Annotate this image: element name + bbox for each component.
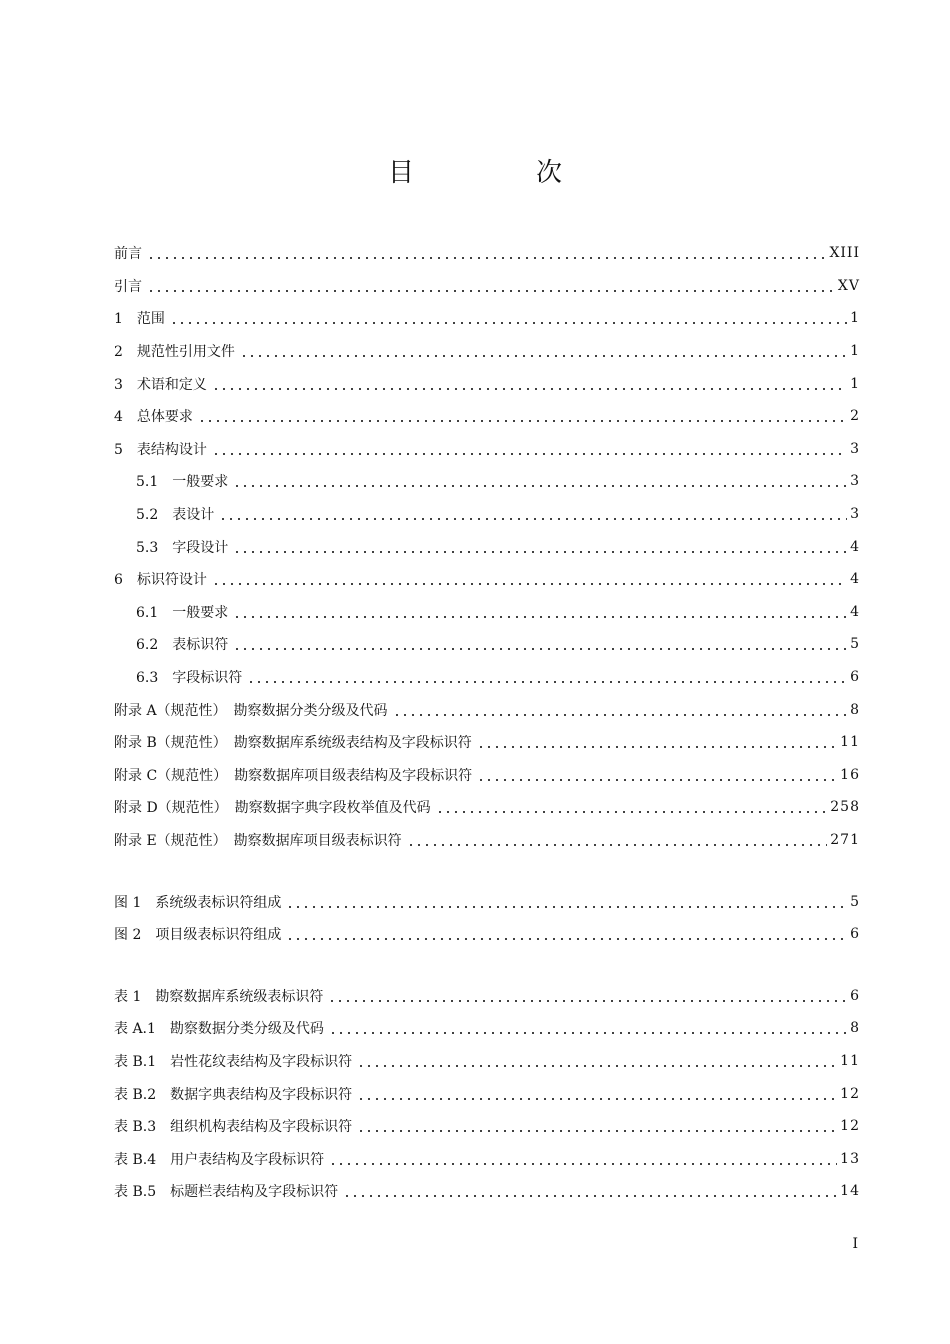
toc-entry-page: 14 xyxy=(840,1183,860,1200)
toc-entry-label: 图 1 系统级表标识符组成 xyxy=(114,894,282,911)
toc-entry-label: 附录 B（规范性） 勘察数据库系统级表结构及字段标识符 xyxy=(114,735,472,752)
toc-entry[interactable] xyxy=(114,1012,860,1045)
toc-entry[interactable] xyxy=(114,237,860,270)
toc-entry-page: 12 xyxy=(840,1085,860,1102)
toc-entry-label: 5.3 字段设计 xyxy=(136,539,229,556)
toc-figures-section xyxy=(114,885,860,950)
toc-entry-label: 5 表结构设计 xyxy=(114,441,207,458)
toc-entry-label: 6 标识符设计 xyxy=(114,572,207,589)
toc-entry[interactable] xyxy=(114,498,860,531)
table-of-contents xyxy=(114,237,860,1208)
toc-entry[interactable] xyxy=(114,1142,860,1175)
dot-leader xyxy=(233,550,847,554)
toc-entry-page: 3 xyxy=(850,473,860,490)
toc-entry[interactable] xyxy=(114,335,860,368)
page-number: I xyxy=(852,1236,858,1252)
toc-entry-page: 258 xyxy=(830,799,860,816)
toc-entry-page: 5 xyxy=(850,893,860,910)
toc-entry-label: 引言 xyxy=(114,278,142,295)
toc-entry[interactable] xyxy=(114,628,860,661)
dot-leader xyxy=(147,256,826,260)
dot-leader xyxy=(393,713,848,717)
toc-entry-page: 271 xyxy=(830,831,860,848)
toc-entry-label: 表 1 勘察数据库系统级表标识符 xyxy=(114,988,324,1005)
dot-leader xyxy=(247,680,847,684)
toc-entry[interactable] xyxy=(114,791,860,824)
toc-entry-label: 表 B.3 组织机构表结构及字段标识符 xyxy=(114,1119,353,1136)
toc-entry-page: 5 xyxy=(850,636,860,653)
toc-entry-label: 5.1 一般要求 xyxy=(136,474,229,491)
toc-entry[interactable] xyxy=(114,726,860,759)
toc-entry[interactable] xyxy=(114,302,860,335)
dot-leader xyxy=(328,999,847,1003)
toc-entry-label: 4 总体要求 xyxy=(114,409,193,426)
dot-leader xyxy=(170,321,847,325)
toc-entry[interactable] xyxy=(114,596,860,629)
toc-entry-label: 附录 A（规范性） 勘察数据分类分级及代码 xyxy=(114,702,388,719)
toc-entry[interactable] xyxy=(114,1077,860,1110)
toc-entry-label: 6.3 字段标识符 xyxy=(136,670,243,687)
toc-entry[interactable] xyxy=(114,530,860,563)
toc-entry-page: XIII xyxy=(829,245,860,262)
toc-entry[interactable] xyxy=(114,979,860,1012)
toc-entry-label: 表 B.2 数据字典表结构及字段标识符 xyxy=(114,1086,353,1103)
toc-entry-page: XV xyxy=(837,277,860,294)
toc-entry[interactable] xyxy=(114,465,860,498)
dot-leader xyxy=(147,289,835,293)
toc-entry-label: 附录 C（规范性） 勘察数据库项目级表结构及字段标识符 xyxy=(114,767,473,784)
dot-leader xyxy=(329,1162,837,1166)
toc-entry[interactable] xyxy=(114,270,860,303)
dot-leader xyxy=(477,745,837,749)
toc-entry[interactable] xyxy=(114,885,860,918)
dot-leader xyxy=(357,1064,837,1068)
toc-entry-label: 3 术语和定义 xyxy=(114,376,207,393)
dot-leader xyxy=(357,1129,837,1133)
toc-entry[interactable] xyxy=(114,367,860,400)
dot-leader xyxy=(233,484,847,488)
dot-leader xyxy=(286,937,847,941)
dot-leader xyxy=(240,354,847,358)
toc-entry[interactable] xyxy=(114,824,860,857)
dot-leader xyxy=(212,582,847,586)
toc-entry-page: 1 xyxy=(850,310,860,327)
toc-entry[interactable] xyxy=(114,693,860,726)
dot-leader xyxy=(329,1031,847,1035)
toc-entry-page: 6 xyxy=(850,669,860,686)
toc-entry-label: 1 范围 xyxy=(114,311,165,328)
toc-entry-label: 6.1 一般要求 xyxy=(136,604,229,621)
toc-entry-page: 3 xyxy=(850,506,860,523)
toc-entry-page: 13 xyxy=(840,1150,860,1167)
dot-leader xyxy=(219,517,847,521)
toc-entry[interactable] xyxy=(114,433,860,466)
toc-entry[interactable] xyxy=(114,400,860,433)
dot-leader xyxy=(212,387,847,391)
toc-entry-label: 附录 D（规范性） 勘察数据字典字段枚举值及代码 xyxy=(114,800,431,817)
dot-leader xyxy=(233,615,847,619)
toc-entry[interactable] xyxy=(114,918,860,951)
toc-entry-page: 8 xyxy=(850,1020,860,1037)
toc-entry-page: 11 xyxy=(840,1052,860,1069)
dot-leader xyxy=(343,1194,837,1198)
toc-entry-page: 2 xyxy=(850,408,860,425)
dot-leader xyxy=(357,1097,837,1101)
section-gap xyxy=(114,950,860,979)
toc-entry-page: 4 xyxy=(850,603,860,620)
toc-entry-label: 图 2 项目级表标识符组成 xyxy=(114,927,282,944)
toc-entry-page: 4 xyxy=(850,538,860,555)
dot-leader xyxy=(477,778,837,782)
dot-leader xyxy=(436,810,828,814)
toc-main-section xyxy=(114,237,860,856)
dot-leader xyxy=(286,905,847,909)
toc-entry[interactable] xyxy=(114,661,860,694)
toc-tables-section xyxy=(114,979,860,1207)
toc-entry-page: 1 xyxy=(850,375,860,392)
toc-entry-label: 表 B.5 标题栏表结构及字段标识符 xyxy=(114,1184,339,1201)
toc-entry-label: 附录 E（规范性） 勘察数据库项目级表标识符 xyxy=(114,832,402,849)
toc-entry[interactable] xyxy=(114,1045,860,1078)
toc-entry[interactable] xyxy=(114,563,860,596)
toc-entry[interactable] xyxy=(114,1175,860,1208)
toc-entry-label: 前言 xyxy=(114,246,142,263)
page-title: 目 次 xyxy=(387,158,610,188)
toc-entry-page: 12 xyxy=(840,1118,860,1135)
dot-leader xyxy=(407,843,828,847)
toc-entry-label: 表 B.4 用户表结构及字段标识符 xyxy=(114,1151,325,1168)
section-gap xyxy=(114,856,860,885)
toc-entry-page: 6 xyxy=(850,926,860,943)
toc-entry-page: 8 xyxy=(850,701,860,718)
toc-entry-label: 6.2 表标识符 xyxy=(136,637,229,654)
toc-entry-page: 11 xyxy=(840,734,860,751)
toc-entry-page: 1 xyxy=(850,343,860,360)
toc-entry[interactable] xyxy=(114,1110,860,1143)
dot-leader xyxy=(212,452,847,456)
toc-entry-label: 表 A.1 勘察数据分类分级及代码 xyxy=(114,1021,324,1038)
toc-entry-label: 2 规范性引用文件 xyxy=(114,344,235,361)
toc-entry-page: 3 xyxy=(850,440,860,457)
toc-entry-page: 4 xyxy=(850,571,860,588)
toc-entry-label: 5.2 表设计 xyxy=(136,507,215,524)
dot-leader xyxy=(233,647,847,651)
toc-entry-label: 表 B.1 岩性花纹表结构及字段标识符 xyxy=(114,1053,353,1070)
dot-leader xyxy=(198,419,847,423)
toc-entry[interactable] xyxy=(114,759,860,792)
toc-entry-page: 6 xyxy=(850,987,860,1004)
toc-entry-page: 16 xyxy=(840,766,860,783)
